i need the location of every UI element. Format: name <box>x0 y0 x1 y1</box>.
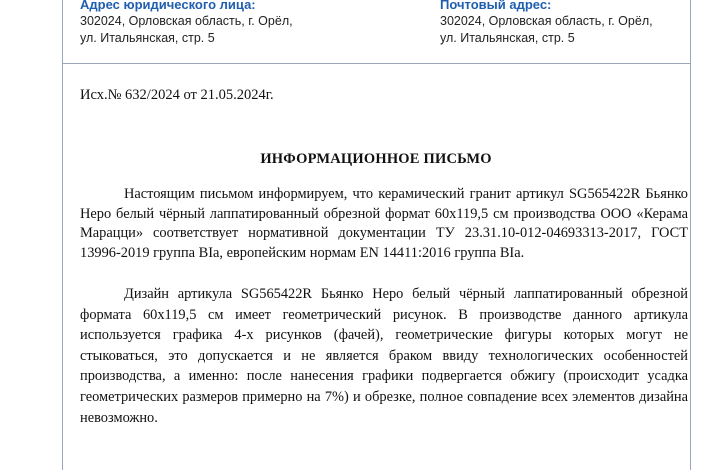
legal-address-title: Адрес юридического лица: <box>80 0 256 12</box>
document-title: ИНФОРМАЦИОННОЕ ПИСЬМО <box>260 151 492 167</box>
header-divider <box>62 63 690 64</box>
postal-address-title: Почтовый адрес: <box>440 0 552 12</box>
page-right-border <box>690 0 691 470</box>
postal-address-block <box>440 0 653 47</box>
legal-address-line1: 302024, Орловская область, г. Орёл, <box>80 14 293 28</box>
paragraph-compliance: Настоящим письмом информируем, что керамический гранит артикул SG565422R Бьянко Неро белый чёрный лаппатированный обрезной формат 60х119,5 см производства ООО «Керама Марацци» соответствует нормативной документации ТУ 23.31.10-012-04693313-2017, ГОСТ 13996-2019 группа BIa, европейским нормам EN 14411:2016 группа BIa. <box>80 186 688 261</box>
postal-address-line2: ул. Итальянская, стр. 5 <box>440 31 575 45</box>
paragraph-design: Дизайн артикула SG565422R Бьянко Неро белый чёрный лаппатированный обрезной формата 60х119,5 см имеет геометрический рисунок. В производстве данного артикула используется графика 4-х рисунков (фачей), геометрические фигуры которых могут не стыковаться, это допускается и не является браком ввиду технологических особенностей производства, а именно: после нанесения графики подвергается обжигу (происходит усадка геометрических размеров примерно на 7%) и обрезке, полное совпадение всех элементов дизайна невозможно. <box>80 286 688 426</box>
outgoing-reference: Исх.№ 632/2024 от 21.05.2024г. <box>80 87 274 103</box>
page-left-border <box>62 0 63 470</box>
legal-address-line2: ул. Итальянская, стр. 5 <box>80 31 215 45</box>
legal-address-block <box>80 0 293 47</box>
postal-address-line1: 302024, Орловская область, г. Орёл, <box>440 14 653 28</box>
